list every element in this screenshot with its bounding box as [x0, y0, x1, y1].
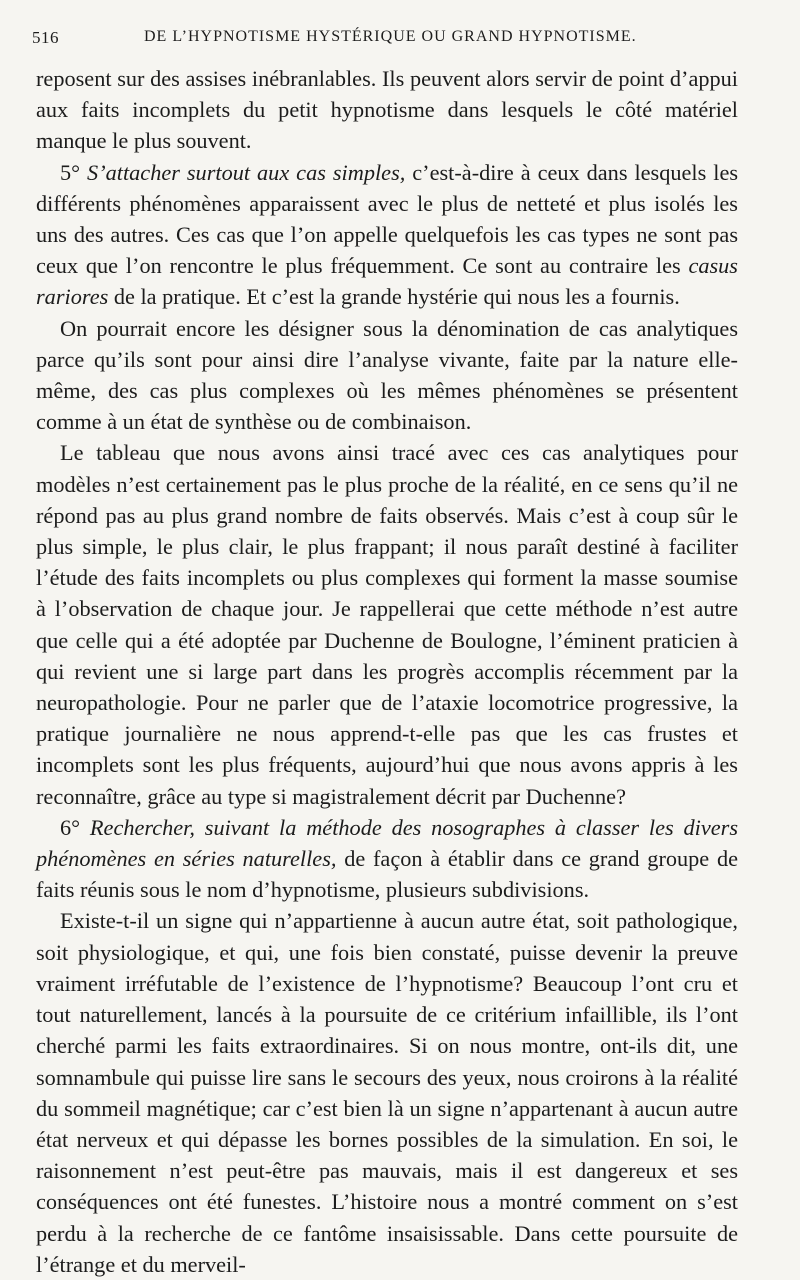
paragraph-6-text: Existe-t-il un signe qui n’appartienne à aucun autre état, soit pathologique, soit physiologique, et qui, une fois bien constaté, puisse devenir la preuve vraiment irréfutable de l’existence de l’hypnotisme? Beaucoup l’ont cru et tout naturellement, lancés à la poursuite de ce critérium infaillible, ils l’ont cherché parmi les faits extraordinaires. Si on nous montre, ont-ils dit, une somnambule qui puisse lire sans le secours des yeux, nous croirons à la réalité du sommeil magnétique; car c’est bien là un signe n’appartenant à aucun autre état nerveux et qui dépasse les bornes possibles de la simulation. En soi, le raisonnement n’est peut-être pas mauvais, mais il est dangereux et ses conséquences ont été funestes. L’histoire nous a montré comment on s’est perdu à la recherche de ce fantôme insaisissable. Dans cette poursuite de l’étrange et du merveil- — [36, 908, 738, 1277]
paragraph-5-text-a: de façon à établir dans ce grand groupe de faits réunis sous le nom d’hypnotisme, plusieurs subdivisions. — [36, 846, 738, 903]
page-body — [36, 63, 738, 1280]
paragraph-2 — [36, 157, 738, 313]
paragraph-6 — [36, 905, 738, 1279]
paragraph-5-number: 6° — [60, 814, 81, 840]
paragraph-2-text-a: c’est-à-dire à ceux dans lesquels les différents phénomènes apparaissent avec le plus de netteté et plus isolés les uns des autres. Ces cas que l’on appelle quelquefois les cas types ne sont pas ceux que l’on rencontre le plus fréquemment. Ce sont au contraire les — [36, 159, 739, 279]
paragraph-2-number: 5° — [60, 159, 81, 185]
page-number: 516 — [32, 28, 59, 47]
paragraph-5 — [36, 812, 738, 906]
paragraph-2-italic-lead: S’attacher surtout aux cas simples, — [87, 159, 406, 185]
paragraph-2-text-c: de la pratique. Et c’est la grande hystérie qui nous les a fournis. — [108, 284, 680, 310]
running-title: DE L’HYPNOTISME HYSTÉRIQUE OU GRAND HYPNOTISME. — [144, 28, 637, 45]
paragraph-3-text: On pourrait encore les désigner sous la dénomination de cas analytiques parce qu’ils sont pour ainsi dire l’analyse vivante, faite par la nature elle-même, des cas plus complexes où les mêmes phénomènes se présentent comme à un état de synthèse ou de combinaison. — [36, 315, 738, 435]
paragraph-4 — [36, 437, 738, 811]
paragraph-5-italic-lead: Rechercher, suivant la méthode des nosographes à classer les divers phénomènes en séries naturelles, — [36, 814, 739, 872]
paragraph-2-italic-term: casus rariores — [36, 253, 738, 310]
page-header — [32, 28, 740, 54]
paragraph-1-text: reposent sur des assises inébranlables. Ils peuvent alors servir de point d’appui aux faits incomplets du petit hypnotisme dans lesquels le côté matériel manque le plus souvent. — [36, 66, 738, 154]
paragraph-3 — [36, 313, 738, 438]
paragraph-1 — [36, 63, 738, 157]
paragraph-4-text: Le tableau que nous avons ainsi tracé avec ces cas analytiques pour modèles n’est certainement pas le plus proche de la réalité, en ce sens qu’il ne répond pas au plus grand nombre de faits observés. Mais c’est à coup sûr le plus simple, le plus clair, le plus frappant; il nous paraît destiné à faciliter l’étude des faits incomplets ou plus complexes qui forment la masse soumise à l’observation de chaque jour. Je rappellerai que cette méthode n’est autre que celle qui a été adoptée par Duchenne de Boulogne, l’éminent praticien à qui revient une si large part dans les progrès accomplis récemment par la neuropathologie. Pour ne parler que de l’ataxie locomotrice progressive, la pratique journalière ne nous apprend-t-elle pas que les cas frustes et incomplets sont les plus fréquents, aujourd’hui que nous avons appris à les reconnaître, grâce au type si magistralement décrit par Duchenne? — [36, 440, 738, 809]
